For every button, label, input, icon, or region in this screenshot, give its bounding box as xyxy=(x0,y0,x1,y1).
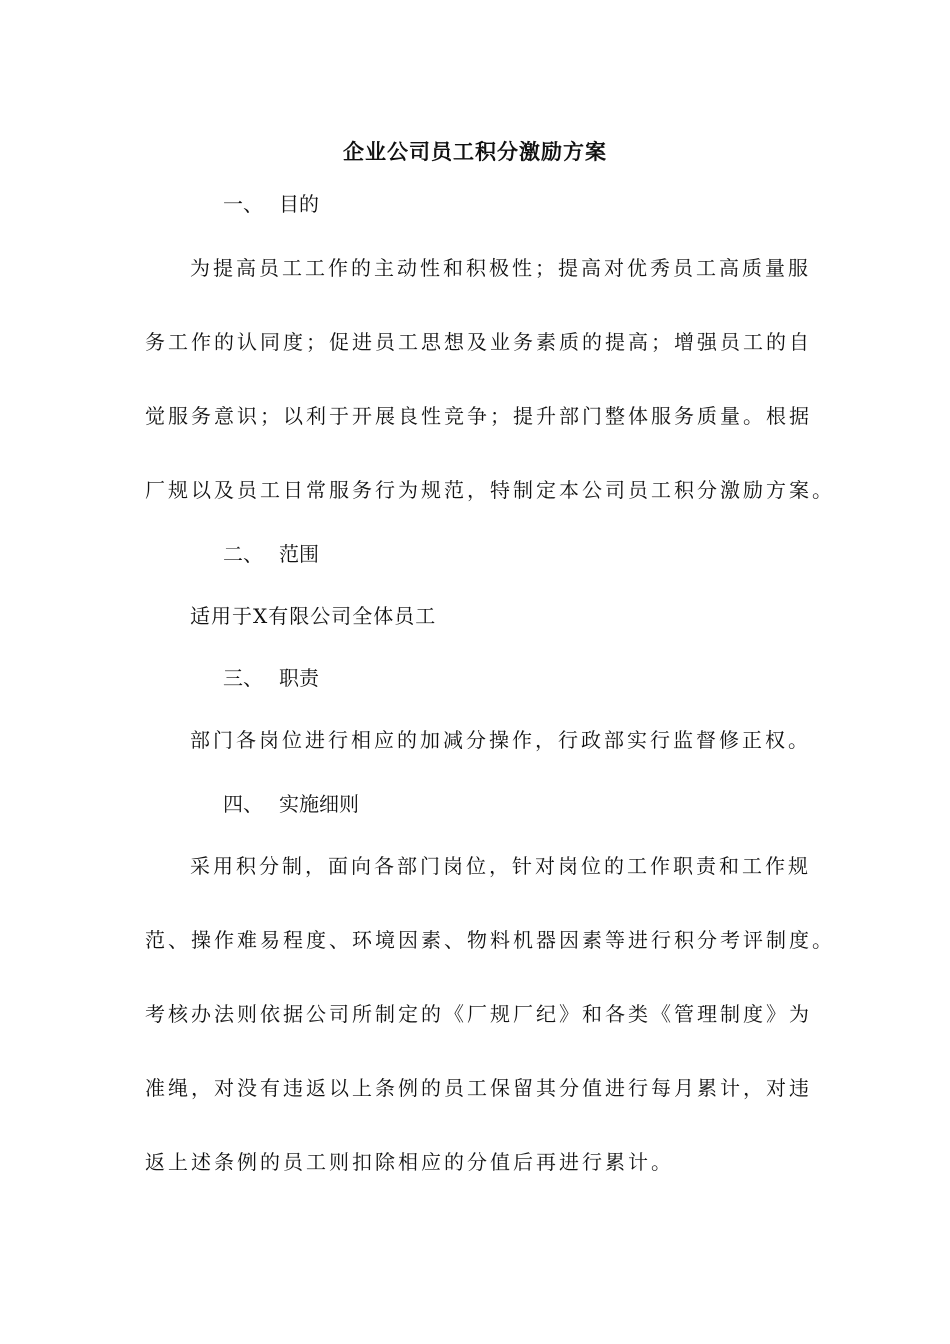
paragraph-line: 适用于X有限公司全体员工 xyxy=(190,604,437,628)
paragraph-line: 范、操作难易程度、环境因素、物料机器因素等进行积分考评制度。 xyxy=(145,928,835,952)
paragraph-line: 考核办法则依据公司所制定的《厂规厂纪》和各类《管理制度》为 xyxy=(145,1002,812,1026)
section-title: 职责 xyxy=(279,666,319,690)
paragraph-line: 厂规以及员工日常服务行为规范，特制定本公司员工积分激励方案。 xyxy=(145,478,835,502)
paragraph-line: 准绳，对没有违返以上条例的员工保留其分值进行每月累计，对违 xyxy=(145,1076,812,1100)
section-heading-duties xyxy=(223,662,319,691)
section-title: 目的 xyxy=(279,192,319,216)
section-number: 一、 xyxy=(223,192,263,216)
paragraph-line: 部门各岗位进行相应的加减分操作，行政部实行监督修正权。 xyxy=(190,728,811,752)
paragraph-line: 返上述条例的员工则扣除相应的分值后再进行累计。 xyxy=(145,1150,674,1174)
document-title: 企业公司员工积分激励方案 xyxy=(343,139,607,164)
section-number: 二、 xyxy=(223,542,263,566)
section-number: 四、 xyxy=(223,792,263,816)
section-heading-scope xyxy=(223,538,319,567)
section-title: 范围 xyxy=(279,542,319,566)
section-number: 三、 xyxy=(223,666,263,690)
paragraph-line: 为提高员工工作的主动性和积极性；提高对优秀员工高质量服 xyxy=(190,256,811,280)
paragraph-line: 务工作的认同度；促进员工思想及业务素质的提高；增强员工的自 xyxy=(145,330,812,354)
paragraph-line: 觉服务意识；以利于开展良性竞争；提升部门整体服务质量。根据 xyxy=(145,404,812,428)
section-title: 实施细则 xyxy=(279,792,359,816)
section-heading-purpose xyxy=(223,188,319,217)
section-heading-implementation xyxy=(223,788,359,817)
paragraph-line: 采用积分制，面向各部门岗位，针对岗位的工作职责和工作规 xyxy=(190,854,811,878)
